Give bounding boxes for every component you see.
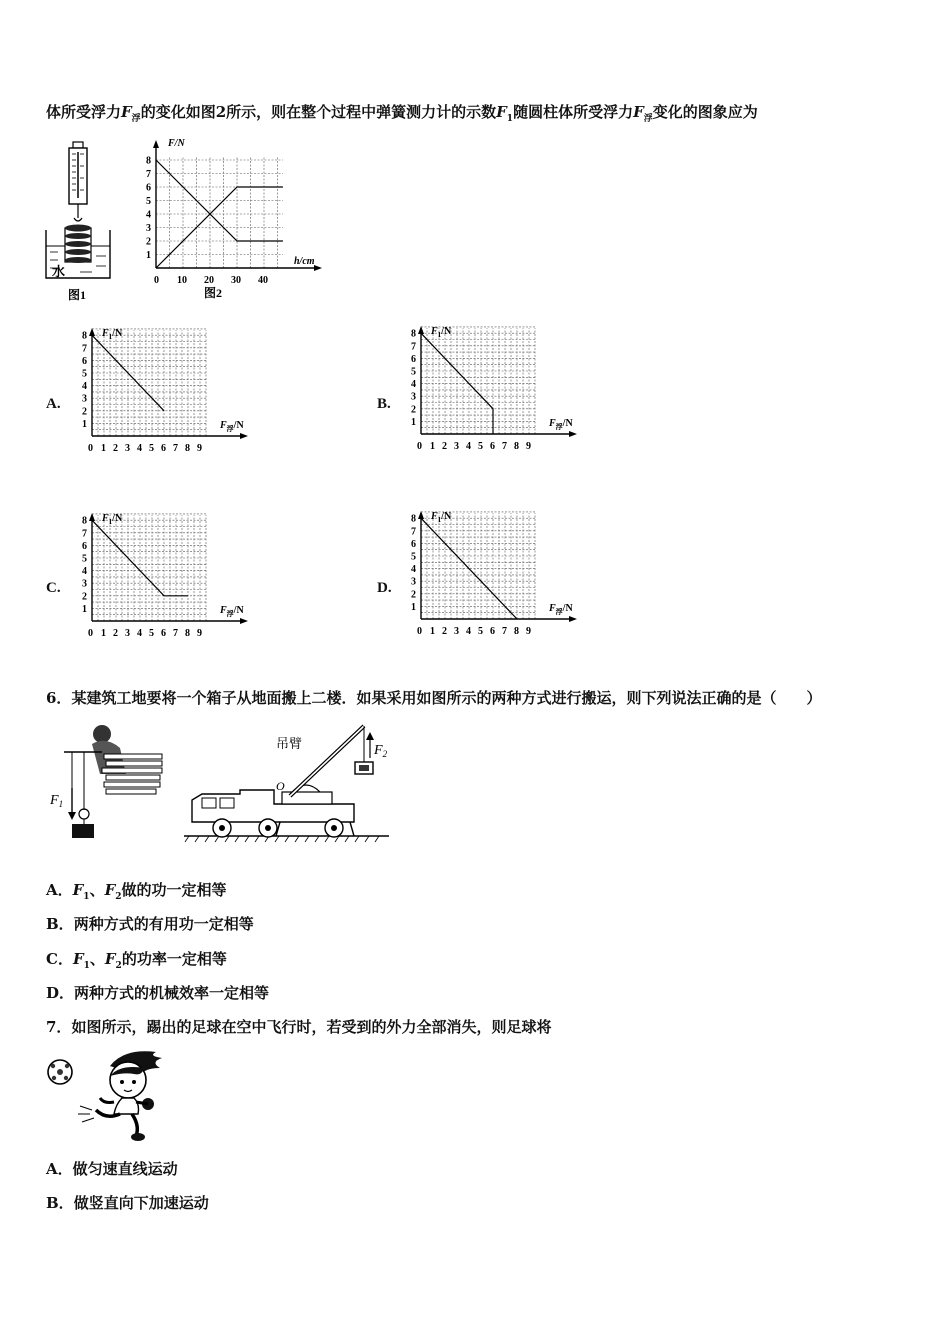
x-axis-label-sub: 浮 [226,610,234,618]
x-tick-label: 0 [88,628,93,639]
f1-sub: 1 [506,114,514,124]
x-tick-label: 9 [197,628,202,639]
soccer-ball-icon [48,1060,72,1084]
y-tick-label: 7 [82,343,87,355]
q7-option-b[interactable] [46,1192,209,1213]
x-axis-label [219,420,244,433]
x-tick-label: 5 [478,441,483,452]
y-axis-label-main: F [102,513,109,524]
option-grid [421,327,535,434]
y-tick-label: 1 [82,603,87,615]
intro-part-3: 随圆柱体所受浮力 [513,103,634,121]
question-7-figure [44,1046,184,1142]
x-axis-label-unit: /N [562,603,573,614]
y-axis-arrow [89,513,95,521]
option-grid [92,329,206,436]
x-tick-label: 9 [197,443,202,454]
x-tick-label: 5 [149,628,154,639]
y-tick-label: 2 [82,591,87,603]
q6-option-c-f1: F [72,950,84,968]
intro-part-4: 变化的图象应为 [652,103,758,121]
y-tick-label: 6 [146,182,151,194]
question-7-number: 7． [46,1018,72,1036]
x-axis-label [219,605,244,618]
question-6-stem [46,687,821,708]
intro-line [46,101,758,124]
y-tick-label: 8 [82,515,87,527]
y-axis-label-main: F [102,328,109,339]
y-axis-label-sub: 1 [108,333,113,341]
x-tick-label: 3 [454,626,459,637]
q7-option-a-text: 做匀速直线运动 [72,1160,178,1178]
q6-option-d-text: 两种方式的机械效率一定相等 [74,984,270,1002]
x-axis-label-unit: /N [233,605,244,616]
option-b-graph [403,318,583,463]
y-axis-arrow [89,328,95,336]
x-tick-label: 1 [101,628,106,639]
x-tick-label: 3 [125,628,130,639]
y-tick-label: 4 [82,566,87,578]
x-axis-label: h/cm [294,256,315,267]
y-axis-label [430,511,452,524]
q6-option-a-text: 做的功一定相等 [121,881,227,899]
y-tick-label: 8 [82,330,87,342]
x-tick-label: 2 [442,441,447,452]
x-tick-label: 8 [185,628,190,639]
x-tick-label: 0 [88,443,93,454]
y-axis-arrow [153,140,159,148]
x-axis-arrow [240,618,248,624]
intro-part-2: 的变化如图2所示，则在整个过程中弹簧测力计的示数 [140,103,497,121]
y-axis-label [101,513,123,526]
y-axis-arrow [418,511,424,519]
x-tick-label: 4 [466,441,471,452]
f1-force-label: $F_1$ [50,793,64,809]
y-tick-label: 1 [411,601,416,613]
y-tick-label: 3 [82,393,87,405]
x-axis-label [548,603,573,616]
x-tick-label: 20 [204,275,214,286]
question-7-text: 如图所示，踢出的足球在空中飞行时，若受到的外力全部消失，则足球将 [71,1018,552,1036]
q6-option-c-sep: 、 [89,950,105,968]
y-tick-label: 6 [411,538,416,550]
y-tick-label: 7 [411,341,416,353]
question-6-number: 6． [46,689,72,707]
f-buoyancy-symbol: F [121,103,132,121]
x-axis-label-sub: 浮 [226,425,234,433]
q6-option-c-f1-sub: 1 [83,961,90,971]
x-tick-label: 8 [514,626,519,637]
y-axis-label-sub: 1 [437,516,442,524]
figure-2-chart [138,134,328,304]
y-tick-label: 6 [411,353,416,365]
y-tick-label: 3 [411,391,416,403]
question-6-figure [44,718,394,848]
y-axis-label-sub: 1 [108,518,113,526]
y-tick-label: 8 [411,328,416,340]
cylinder-icon [65,225,91,264]
x-tick-label: 0 [154,275,159,286]
option-a-label[interactable]: A. [46,396,61,412]
x-tick-label: 5 [478,626,483,637]
f2-force-label: $F_2$ [374,743,388,759]
x-tick-label: 7 [173,443,178,454]
x-tick-label: 7 [173,628,178,639]
x-tick-label: 6 [490,626,495,637]
f-buoyancy-symbol-2: F [633,103,644,121]
y-tick-label: 6 [82,540,87,552]
y-tick-label: 1 [82,418,87,430]
y-axis-label-unit: /N [441,326,452,337]
x-axis-label-unit: /N [562,418,573,429]
pivot-o-label: O [276,779,285,793]
q6-option-a-sep: 、 [89,881,105,899]
y-tick-label: 2 [146,236,151,248]
y-tick-label: 4 [82,381,87,393]
q6-option-b-text: 两种方式的有用功一定相等 [73,915,254,933]
f1-symbol: F [496,103,507,121]
option-b-label[interactable]: B. [377,396,391,412]
x-tick-label: 6 [161,443,166,454]
x-axis-label-main: F [549,418,556,429]
y-tick-label: 5 [146,196,151,207]
figure-2-caption: 图2 [204,286,223,300]
figure-1-spring-scale [40,138,120,308]
q7-option-b-letter: B． [46,1194,74,1212]
x-tick-label: 8 [185,443,190,454]
x-tick-label: 6 [161,628,166,639]
y-axis-label-main: F [431,326,438,337]
kicking-child-icon [78,1051,162,1141]
x-axis-label [548,418,573,431]
q6-option-a[interactable] [46,879,227,902]
q7-option-a[interactable] [46,1158,178,1179]
x-tick-label: 0 [417,441,422,452]
x-tick-label: 4 [137,628,142,639]
y-tick-label: 6 [82,355,87,367]
q6-option-c-f2-sub: 2 [115,961,122,971]
x-axis-label-sub: 浮 [555,608,563,616]
q6-option-c[interactable] [46,948,227,971]
y-tick-label: 7 [146,169,151,180]
x-axis-arrow [569,431,577,437]
x-tick-label: 3 [454,441,459,452]
option-grid [421,512,535,619]
x-tick-label: 4 [466,626,471,637]
x-tick-label: 2 [113,443,118,454]
y-tick-label: 1 [411,416,416,428]
x-axis-label-main: F [549,603,556,614]
x-axis-label-sub: 浮 [555,423,563,431]
f-buoyancy-sub: 浮 [131,114,141,124]
y-tick-label: 2 [82,406,87,418]
y-tick-label: 5 [411,551,416,563]
x-axis-label-unit: /N [233,420,244,431]
q6-option-a-letter: A． [46,881,73,899]
q6-option-c-f2: F [104,950,116,968]
figure-2-grid [156,156,283,268]
y-tick-label: 8 [146,155,151,167]
x-axis-label-main: F [220,605,227,616]
y-axis-label-unit: /N [112,328,123,339]
x-tick-label: 3 [125,443,130,454]
q6-option-a-f1: F [72,881,84,899]
x-tick-label: 1 [101,443,106,454]
water-label: 水 [52,264,66,279]
y-tick-label: 4 [411,379,416,391]
x-tick-label: 30 [231,275,241,286]
y-axis-label-main: F [431,511,438,522]
x-tick-label: 9 [526,441,531,452]
x-tick-label: 9 [526,626,531,637]
q6-option-a-f2-sub: 2 [115,892,122,902]
x-tick-label: 2 [442,626,447,637]
y-tick-label: 4 [411,564,416,576]
y-axis-label-unit: /N [112,513,123,524]
question-6-text: 某建筑工地要将一个箱子从地面搬上二楼．如果采用如图所示的两种方式进行搬运，则下列说法正确的是（ ） [71,689,822,707]
figure-1-caption: 图1 [68,288,87,302]
option-grid [92,514,206,621]
y-tick-label: 2 [411,589,416,601]
y-tick-label: 1 [146,250,151,261]
option-c-label[interactable]: C. [46,580,61,596]
x-axis-arrow [314,265,322,271]
q6-option-b[interactable] [46,913,254,934]
x-tick-label: 8 [514,441,519,452]
y-tick-label: 3 [411,576,416,588]
option-d-graph [403,503,583,648]
q6-option-a-f1-sub: 1 [83,892,90,902]
x-tick-label: 10 [177,275,187,286]
spring-scale-icon [69,142,87,221]
y-axis-label-sub: 1 [437,331,442,339]
x-axis-arrow [240,433,248,439]
crane-arm-label: 吊臂 [276,736,303,751]
option-a-graph [74,320,254,465]
y-axis-arrow [418,326,424,334]
y-tick-label: 5 [411,366,416,378]
x-tick-label: 6 [490,441,495,452]
f-buoyancy-sub-2: 浮 [643,114,653,124]
option-d-label[interactable]: D. [377,580,392,596]
y-axis-label [430,326,452,339]
q6-option-a-f2: F [104,881,116,899]
q6-option-b-letter: B． [46,915,74,933]
y-tick-label: 3 [82,578,87,590]
q6-option-d[interactable] [46,982,269,1003]
y-tick-label: 7 [411,526,416,538]
x-tick-label: 2 [113,628,118,639]
y-tick-label: 5 [82,368,87,380]
y-axis-label [101,328,123,341]
x-tick-label: 40 [258,275,268,286]
y-tick-label: 5 [82,553,87,565]
option-c-graph [74,505,254,650]
y-tick-label: 8 [411,513,416,525]
x-tick-label: 5 [149,443,154,454]
q6-option-c-text: 的功率一定相等 [121,950,227,968]
q6-option-c-letter: C． [46,950,73,968]
x-axis-label-main: F [220,420,227,431]
y-tick-label: 3 [146,223,151,234]
x-tick-label: 0 [417,626,422,637]
x-axis-arrow [569,616,577,622]
intro-part-1: 体所受浮力 [46,103,122,121]
q6-option-d-letter: D． [46,984,75,1002]
y-tick-label: 2 [411,404,416,416]
x-tick-label: 4 [137,443,142,454]
y-axis-label: F/N [168,138,185,149]
q7-option-b-text: 做竖直向下加速运动 [73,1194,209,1212]
y-axis-label-unit: /N [441,511,452,522]
worker-with-pulley-icon [64,725,162,838]
y-tick-label: 7 [82,528,87,540]
question-7-stem [46,1016,551,1037]
q7-option-a-letter: A． [46,1160,73,1178]
x-tick-label: 1 [430,441,435,452]
y-tick-label: 4 [146,209,151,221]
x-tick-label: 7 [502,441,507,452]
x-tick-label: 1 [430,626,435,637]
x-tick-label: 7 [502,626,507,637]
